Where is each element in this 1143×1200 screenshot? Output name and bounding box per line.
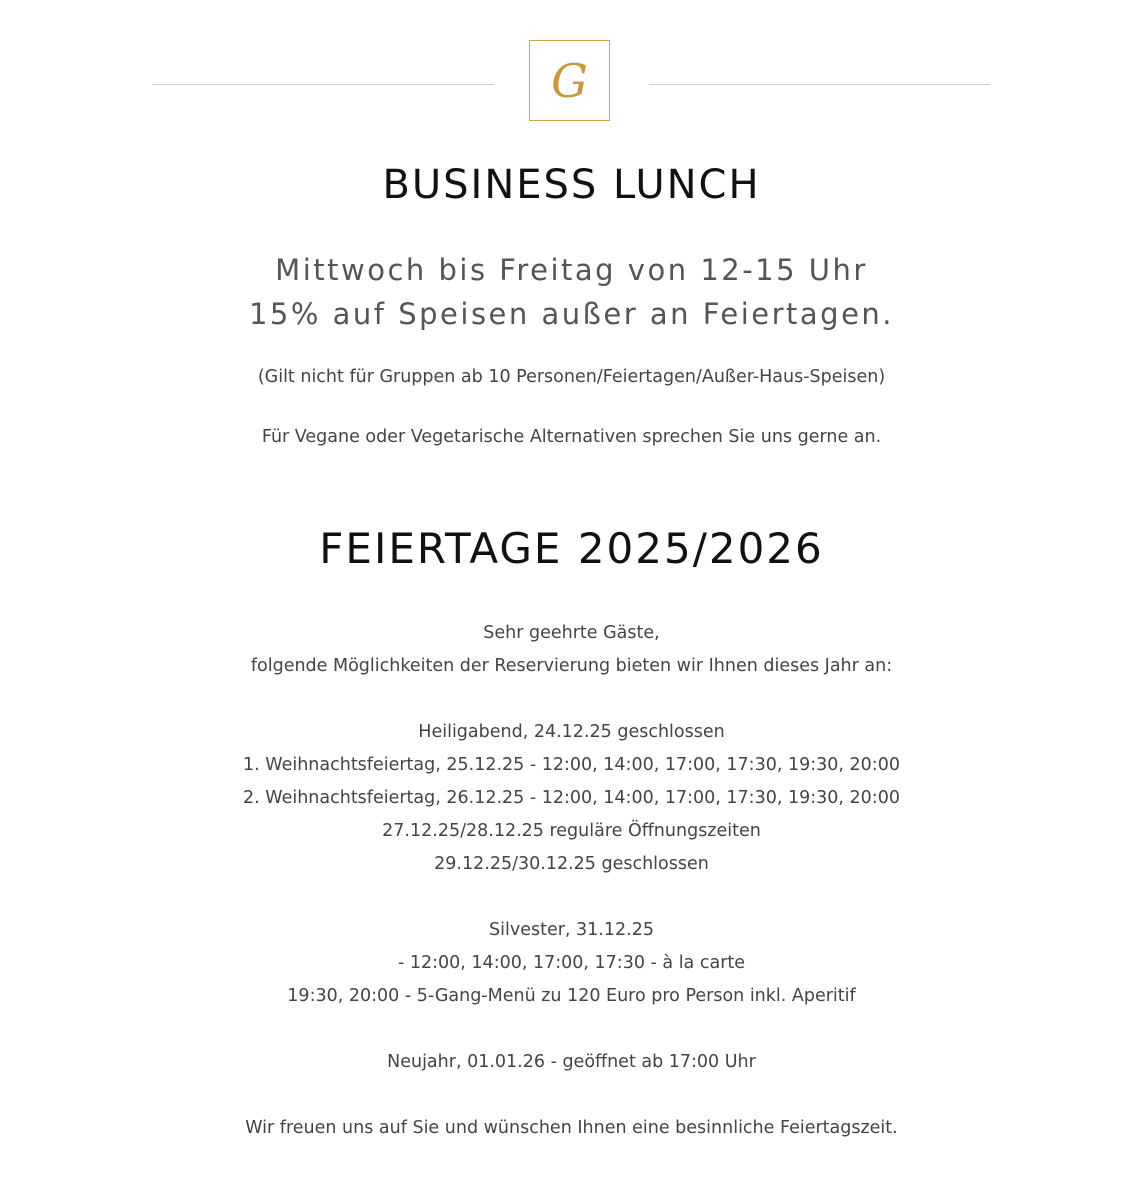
greeting: Sehr geehrte Gäste, bbox=[483, 623, 660, 643]
silvester-line: Silvester, 31.12.25 bbox=[489, 920, 654, 940]
divider-right bbox=[649, 84, 990, 85]
business-lunch-discount: 15% auf Speisen außer an Feiertagen. bbox=[248, 297, 895, 331]
date-line: 27.12.25/28.12.25 reguläre Öffnungszeiten bbox=[382, 821, 761, 841]
intro: folgende Möglichkeiten der Reservierung bieten wir Ihnen dieses Jahr an: bbox=[250, 656, 893, 676]
business-lunch-days: Mittwoch bis Freitag von 12-15 Uhr bbox=[275, 253, 868, 287]
monogram-letter: G bbox=[551, 53, 588, 108]
business-lunch-note: (Gilt nicht für Gruppen ab 10 Personen/Feiertagen/Außer-Haus-Speisen) bbox=[257, 367, 886, 387]
divider-left bbox=[152, 84, 494, 85]
silvester-line: 19:30, 20:00 - 5-Gang-Menü zu 120 Euro pro Person inkl. Aperitif bbox=[287, 986, 856, 1006]
feiertage-title: FEIERTAGE 2025/2026 bbox=[319, 524, 824, 573]
date-line: Heiligabend, 24.12.25 geschlossen bbox=[418, 722, 725, 742]
date-line: 1. Weihnachtsfeiertag, 25.12.25 - 12:00, 14:00, 17:00, 17:30, 19:30, 20:00 bbox=[243, 755, 900, 775]
date-line: 29.12.25/30.12.25 geschlossen bbox=[434, 854, 709, 874]
silvester-line: - 12:00, 14:00, 17:00, 17:30 - à la carte bbox=[397, 953, 746, 973]
neujahr-line: Neujahr, 01.01.26 - geöffnet ab 17:00 Uhr bbox=[387, 1052, 756, 1072]
date-line: 2. Weihnachtsfeiertag, 26.12.25 - 12:00, 14:00, 17:00, 17:30, 19:30, 20:00 bbox=[243, 788, 900, 808]
monogram-logo bbox=[529, 40, 610, 121]
closing-line: Wir freuen uns auf Sie und wünschen Ihnen eine besinnliche Feiertagszeit. bbox=[245, 1118, 898, 1138]
vegan-note: Für Vegane oder Vegetarische Alternativen sprechen Sie uns gerne an. bbox=[261, 427, 882, 447]
logo-header bbox=[0, 40, 1143, 124]
business-lunch-title: BUSINESS LUNCH bbox=[382, 162, 761, 208]
